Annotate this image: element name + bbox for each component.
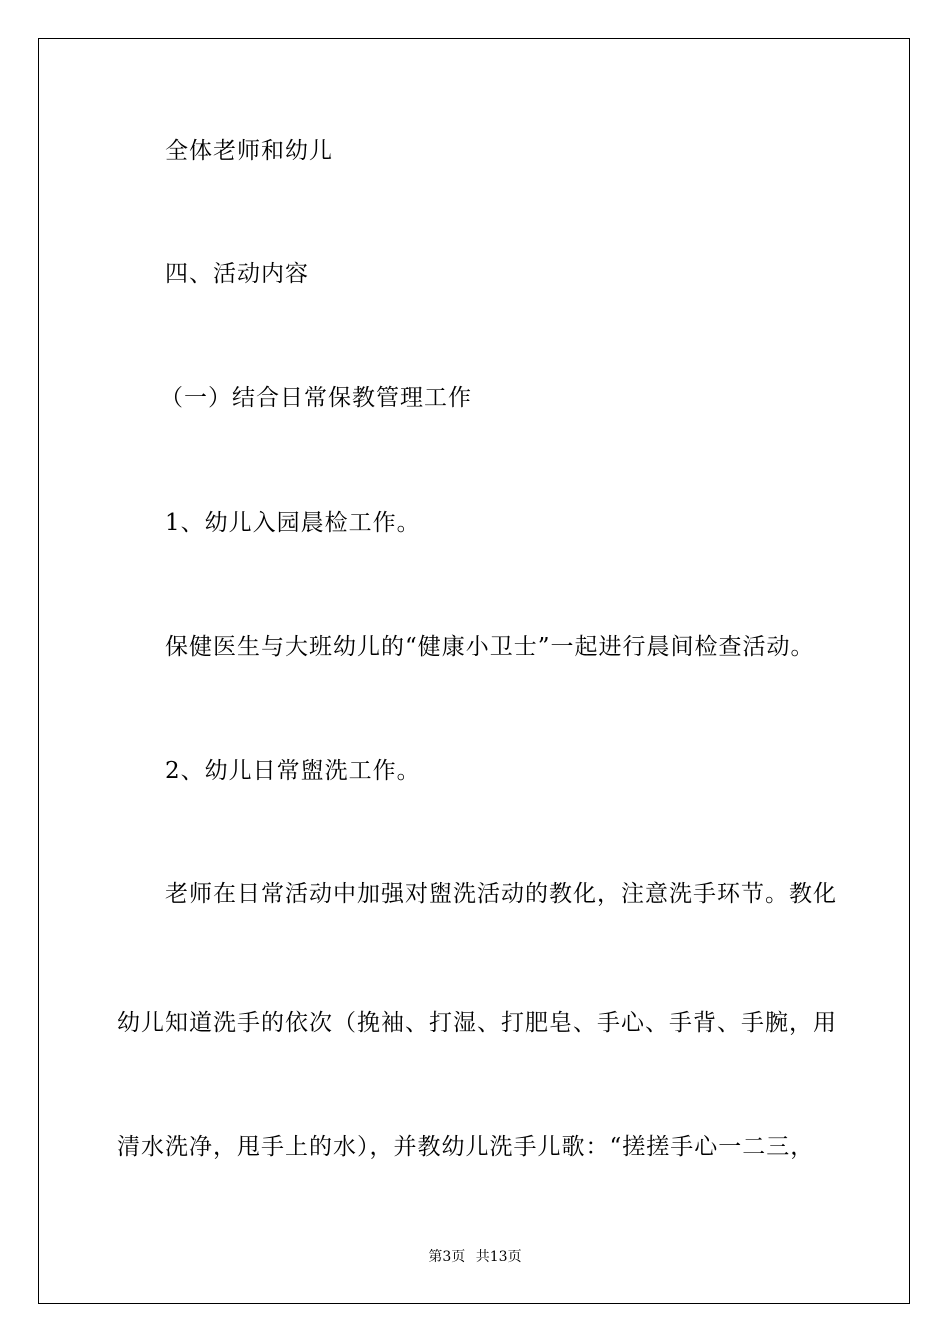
- page-border: [38, 38, 910, 1304]
- page-total: 共13页: [475, 1249, 522, 1265]
- page-footer: [0, 1248, 950, 1266]
- section-heading-4: 四、活动内容: [165, 261, 309, 287]
- paragraph-line: 幼儿知道洗手的依次（挽袖、打湿、打肥皂、手心、手背、手腕，用: [117, 1010, 837, 1036]
- item-heading-1: 1、幼儿入园晨检工作。: [165, 510, 421, 536]
- paragraph-line: 保健医生与大班幼儿的“健康小卫士”一起进行晨间检查活动。: [165, 634, 815, 660]
- page-number: 第3页: [428, 1249, 466, 1265]
- paragraph-line: 清水洗净，甩手上的水），并教幼儿洗手儿歌：“搓搓手心一二三，: [117, 1134, 815, 1160]
- subsection-heading-1: （一）结合日常保教管理工作: [160, 385, 472, 411]
- item-heading-2: 2、幼儿日常盥洗工作。: [165, 758, 421, 784]
- paragraph-line: 老师在日常活动中加强对盥洗活动的教化，注意洗手环节。教化: [165, 881, 837, 907]
- text-line-1: 全体老师和幼儿: [165, 138, 333, 164]
